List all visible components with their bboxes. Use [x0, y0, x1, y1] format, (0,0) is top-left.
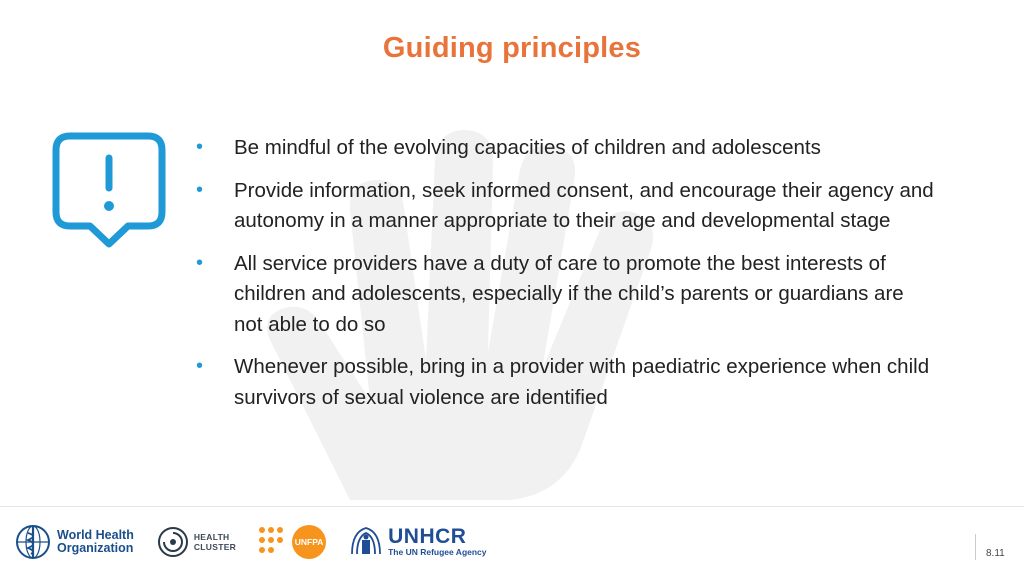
unfpa-logo [258, 524, 326, 560]
bullet-icon: • [196, 178, 204, 201]
unhcr-shelter-icon [348, 524, 384, 560]
bullet-text: Provide information, seek informed consent, and encourage their agency and autonomy in a manner appropriate to their age and developmental stage [234, 178, 934, 232]
partner-logos [14, 520, 509, 564]
unhcr-tagline: The UN Refugee Agency [388, 547, 487, 557]
bullet-text: Be mindful of the evolving capacities of children and adolescents [234, 136, 821, 159]
bullet-text: All service providers have a duty of care to promote the best interests of children and adolescents, especially if the child’s parents or guardians are not able to do so [234, 251, 904, 336]
unhcr-wordmark [388, 526, 486, 558]
unfpa-badge [292, 525, 326, 559]
unhcr-name: UNHCR [388, 525, 467, 548]
who-emblem-icon [14, 523, 52, 561]
bullet-icon: • [196, 136, 204, 158]
bullet-icon: • [196, 355, 204, 377]
footer-divider [0, 506, 1024, 507]
alert-speech-bubble-icon [50, 130, 168, 254]
health-cluster-name: HEALTH CLUSTER [193, 532, 237, 552]
page-number: 8.11 [986, 548, 1005, 559]
bullet-text: Whenever possible, bring in a provider with paediatric experience when child survivors of sexual violence are identified [234, 355, 930, 409]
health-cluster-logo [156, 525, 236, 559]
page-number-divider [975, 534, 976, 560]
unhcr-logo [348, 524, 486, 560]
list-item [196, 133, 936, 164]
who-logo [14, 523, 134, 561]
unfpa-name: UNFPA [294, 537, 324, 547]
bullet-icon: • [196, 251, 204, 274]
list-item [196, 249, 936, 341]
page-title: Guiding principles [382, 32, 642, 64]
list-item [196, 176, 936, 237]
who-name: World Health Organization [57, 528, 134, 555]
health-cluster-swirl-icon [156, 525, 190, 559]
list-item [196, 352, 936, 413]
bullet-list [196, 133, 936, 425]
